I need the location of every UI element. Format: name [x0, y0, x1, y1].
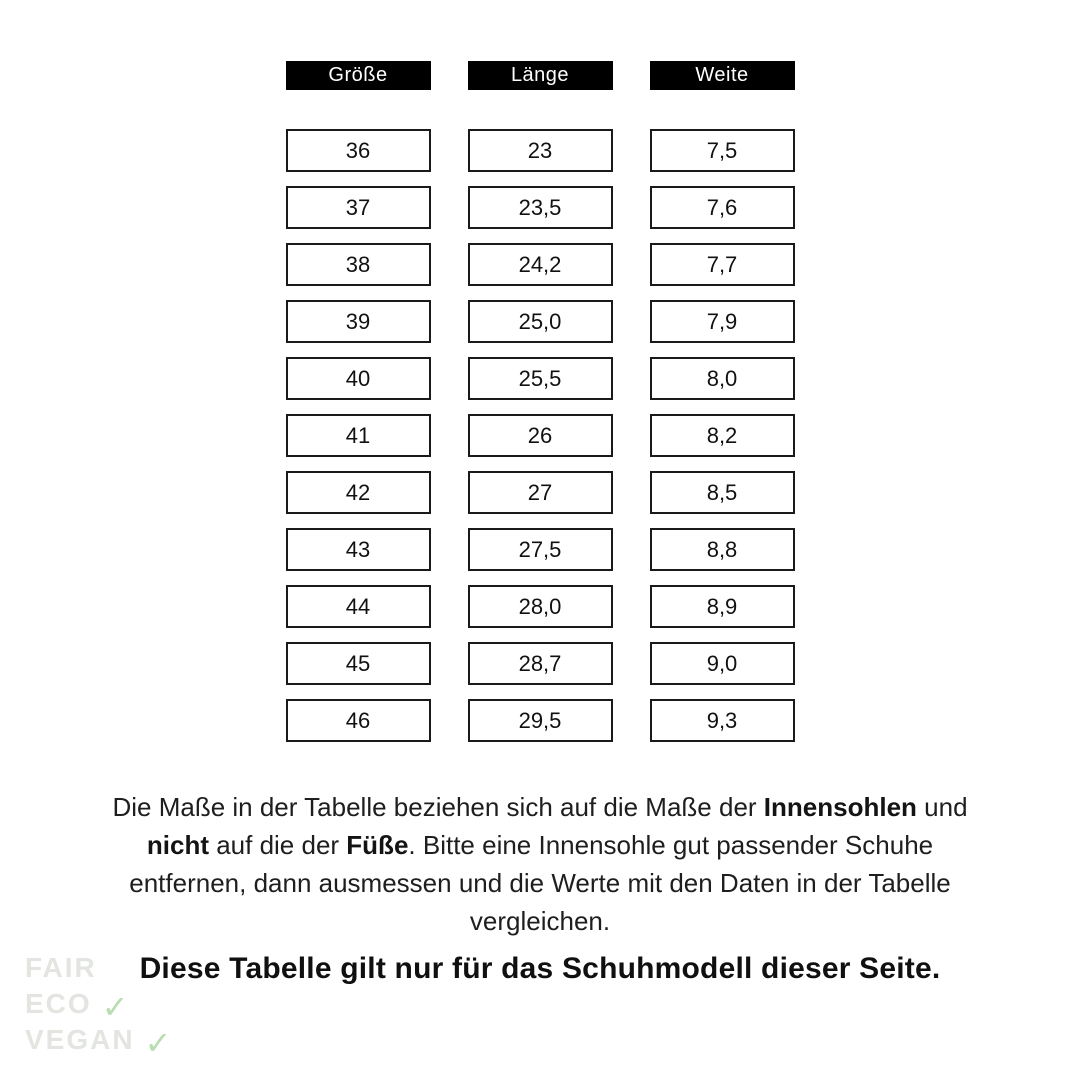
table-cell: 7,7 — [650, 243, 795, 286]
measurement-note — [0, 788, 1080, 940]
table-cell: 24,2 — [468, 243, 613, 286]
column-header: Weite — [650, 61, 795, 90]
table-cell: 8,8 — [650, 528, 795, 571]
column-header: Größe — [286, 61, 431, 90]
table-cell: 45 — [286, 642, 431, 685]
table-cell: 27 — [468, 471, 613, 514]
table-cell: 36 — [286, 129, 431, 172]
check-icon: ✓ — [144, 1025, 172, 1061]
table-cell: 37 — [286, 186, 431, 229]
note-line: nicht auf die der Füße. Bitte eine Innensohle gut passender Schuhe — [146, 830, 934, 860]
table-cell: 42 — [286, 471, 431, 514]
note-line: Die Maße in der Tabelle beziehen sich auf die Maße der Innensohlen und — [112, 792, 968, 822]
table-cell: 26 — [468, 414, 613, 457]
watermark-label: FAIR — [25, 952, 97, 983]
table-cell: 28,7 — [468, 642, 613, 685]
size-table — [0, 61, 1080, 756]
table-cell: 27,5 — [468, 528, 613, 571]
watermark-line — [25, 986, 171, 1025]
watermark-label: VEGAN — [25, 1024, 135, 1055]
note-line: vergleichen. — [469, 906, 611, 936]
table-column — [650, 61, 795, 756]
table-cell: 38 — [286, 243, 431, 286]
table-column — [286, 61, 431, 756]
table-cell: 43 — [286, 528, 431, 571]
table-cell: 9,0 — [650, 642, 795, 685]
table-cell: 8,5 — [650, 471, 795, 514]
table-cell: 46 — [286, 699, 431, 742]
watermark-label: ECO — [25, 988, 92, 1019]
table-cell: 8,0 — [650, 357, 795, 400]
table-cell: 8,9 — [650, 585, 795, 628]
table-cell: 23,5 — [468, 186, 613, 229]
table-cell: 8,2 — [650, 414, 795, 457]
table-cell: 25,5 — [468, 357, 613, 400]
headline: Diese Tabelle gilt nur für das Schuhmodell dieser Seite. — [139, 952, 941, 985]
table-cell: 25,0 — [468, 300, 613, 343]
note-line: entfernen, dann ausmessen und die Werte mit den Daten in der Tabelle — [129, 868, 951, 898]
table-cell: 9,3 — [650, 699, 795, 742]
check-icon: ✓ — [101, 989, 129, 1025]
table-column — [468, 61, 613, 756]
column-header: Länge — [468, 61, 613, 90]
table-cell: 41 — [286, 414, 431, 457]
table-cell: 44 — [286, 585, 431, 628]
table-cell: 7,5 — [650, 129, 795, 172]
watermark-line — [25, 1022, 172, 1061]
table-cell: 29,5 — [468, 699, 613, 742]
table-cell: 23 — [468, 129, 613, 172]
table-cell: 28,0 — [468, 585, 613, 628]
table-cell: 7,6 — [650, 186, 795, 229]
table-cell: 40 — [286, 357, 431, 400]
table-cell: 39 — [286, 300, 431, 343]
table-cell: 7,9 — [650, 300, 795, 343]
